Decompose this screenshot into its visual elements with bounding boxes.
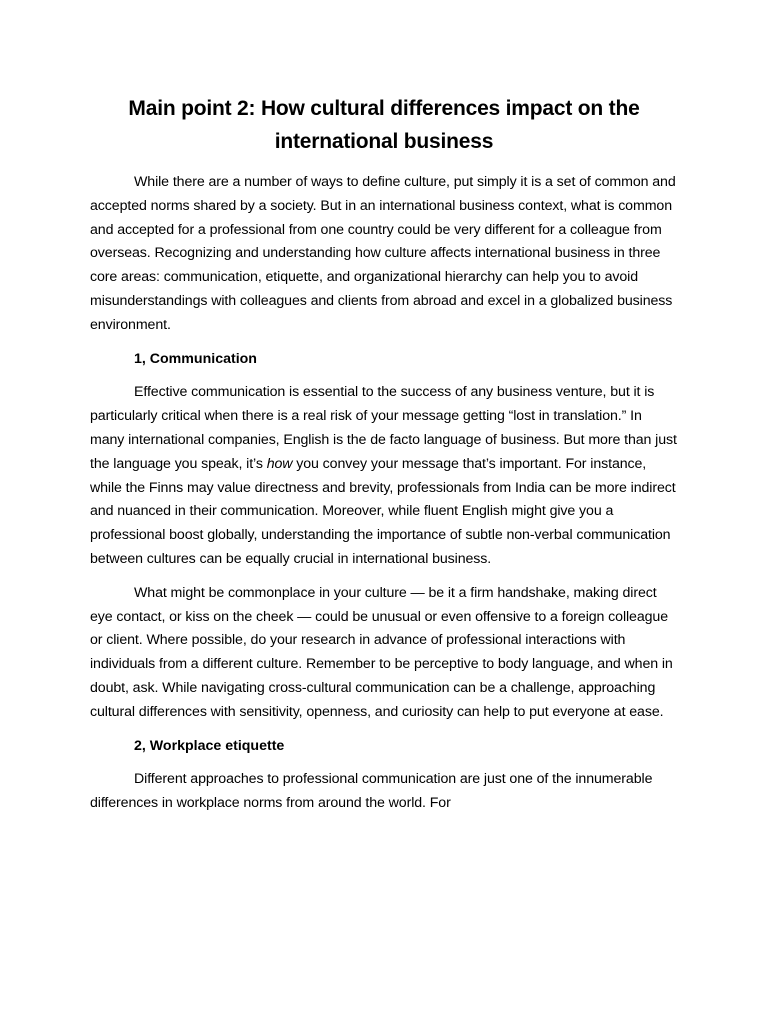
communication-paragraph-2: What might be commonplace in your culture — be it a firm handshake, making direct eye contact, or kiss on the cheek — could be unusual or even offensive to a foreign colleague or client. Where possible, do your research in advance of professional interactions with individuals from a different culture. Remember to be perceptive to body language, and when in doubt, ask. While navigating cross-cultural communication can be a challenge, approaching cultural differences with sensitivity, openness, and curiosity can help to put everyone at ease. xyxy=(90,584,673,720)
etiquette-paragraph-1: Different approaches to professional communication are just one of the innumerable differences in workplace norms from around the world. For xyxy=(90,771,653,812)
communication-paragraph-1 xyxy=(90,381,678,571)
section-heading-workplace-etiquette: 2, Workplace etiquette xyxy=(134,737,285,754)
emphasis-how: how xyxy=(266,455,293,472)
communication-paragraph-1-end: you convey your message that’s important. For instance, while the Finns may value directness and brevity, professionals from India can be more indirect and nuanced in their communication. Moreover, while fluent English might give you a professional boost globally, understanding the importance of subtle non-verbal communication between cultures can be equally crucial in international business. xyxy=(90,455,676,567)
intro-paragraph: While there are a number of ways to define culture, put simply it is a set of common and accepted norms shared by a society. But in an international business context, what is common and accepted for a professional from one country could be very different for a colleague from overseas. Recognizing and understanding how culture affects international business in three core areas: communication, etiquette, and organizational hierarchy can help you to avoid misunderstandings with colleagues and clients from abroad and excel in a globalized business environment. xyxy=(90,174,676,333)
section-heading-communication: 1, Communication xyxy=(134,350,257,367)
document-title: Main point 2: How cultural differences impact on the international business xyxy=(128,97,640,153)
communication-paragraph-1-start: Effective communication is essential to the success of any business venture, but it is particularly critical when there is a real risk of your message getting “lost in translation.” In many international companies, English is the de facto language of business. But more than just the language you speak, it’s xyxy=(90,384,677,472)
